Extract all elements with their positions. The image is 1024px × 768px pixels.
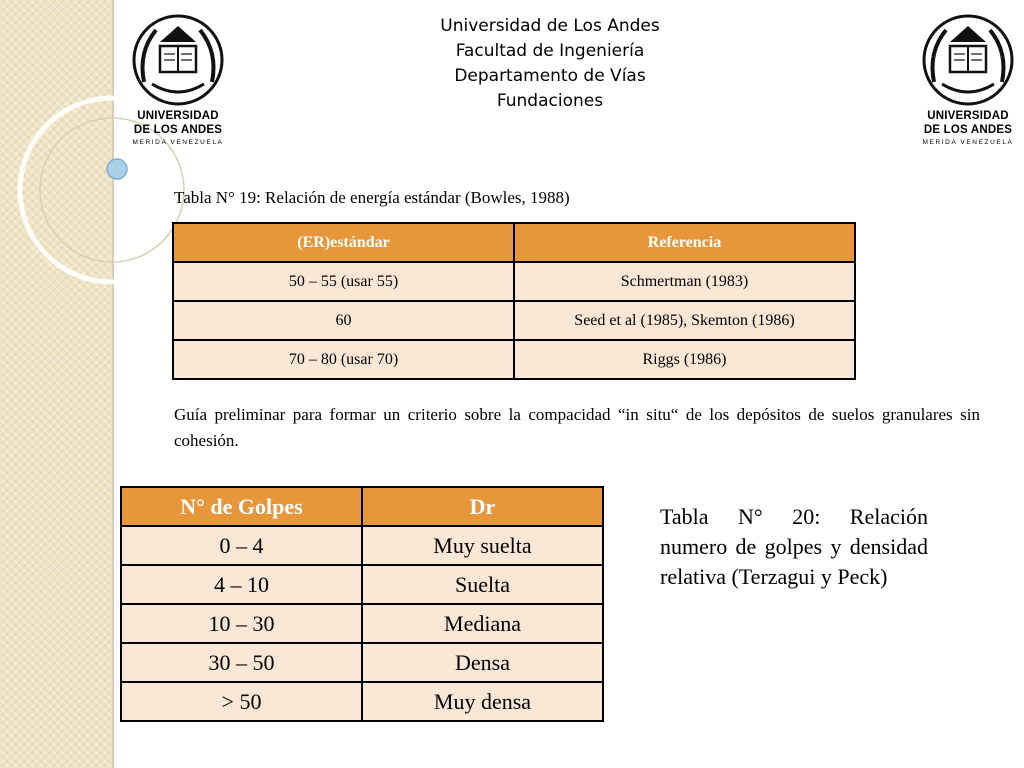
table-cell: Muy suelta (362, 526, 603, 565)
table20-caption: Tabla N° 20: Relación numero de golpes y densidad relativa (Terzagui y Peck) (660, 504, 928, 589)
table-header-row (173, 223, 855, 262)
table-row (121, 526, 603, 565)
table-cell: 4 – 10 (121, 565, 362, 604)
header-faculty: Facultad de Ingeniería (455, 41, 645, 61)
table-row (121, 643, 603, 682)
table-cell: 60 (173, 301, 514, 340)
table-cell: 30 – 50 (121, 643, 362, 682)
table-row (173, 262, 855, 301)
table-cell: 10 – 30 (121, 604, 362, 643)
table-cell: 70 – 80 (usar 70) (173, 340, 514, 379)
table-row (121, 565, 603, 604)
logo-line-1: UNIVERSIDAD (927, 110, 1009, 122)
logo-line-2: DE LOS ANDES (923, 124, 1013, 136)
university-logo-right (920, 12, 1016, 154)
table-cell: Suelta (362, 565, 603, 604)
table-cell: 50 – 55 (usar 55) (173, 262, 514, 301)
university-seal-icon (920, 12, 1016, 108)
header-department: Departamento de Vías (454, 66, 646, 86)
table19-header-referencia: Referencia (514, 223, 855, 262)
university-seal-icon (130, 12, 226, 108)
header-university: Universidad de Los Andes (440, 16, 660, 36)
header-subject: Fundaciones (496, 91, 604, 111)
table-row (121, 604, 603, 643)
table-cell: > 50 (121, 682, 362, 721)
guide-paragraph: Guía preliminar para formar un criterio sobre la compacidad “in situ“ de los depósitos de suelos granulares sin cohesión. (174, 405, 980, 450)
page-header (330, 14, 770, 114)
table20-header-golpes: N° de Golpes (121, 487, 362, 526)
table-cell: 0 – 4 (121, 526, 362, 565)
table19-caption: Tabla N° 19: Relación de energía estándar (Bowles, 1988) (174, 188, 570, 207)
table-cell: Densa (362, 643, 603, 682)
table-row (173, 340, 855, 379)
logo-line-3: MERIDA VENEZUELA (132, 139, 224, 146)
table19-header-er: (ER)estándar (173, 223, 514, 262)
table20 (120, 486, 604, 722)
university-logo-left (130, 12, 226, 154)
logo-line-2: DE LOS ANDES (133, 124, 223, 136)
table-cell: Schmertman (1983) (514, 262, 855, 301)
table-cell: Mediana (362, 604, 603, 643)
table-cell: Riggs (1986) (514, 340, 855, 379)
table-row (173, 301, 855, 340)
logo-line-1: UNIVERSIDAD (137, 110, 219, 122)
logo-line-3: MERIDA VENEZUELA (922, 139, 1014, 146)
table-header-row (121, 487, 603, 526)
table-cell: Muy densa (362, 682, 603, 721)
table19 (172, 222, 856, 380)
table-cell: Seed et al (1985), Skemton (1986) (514, 301, 855, 340)
blue-dot-icon (107, 159, 127, 179)
table20-header-dr: Dr (362, 487, 603, 526)
table-row (121, 682, 603, 721)
